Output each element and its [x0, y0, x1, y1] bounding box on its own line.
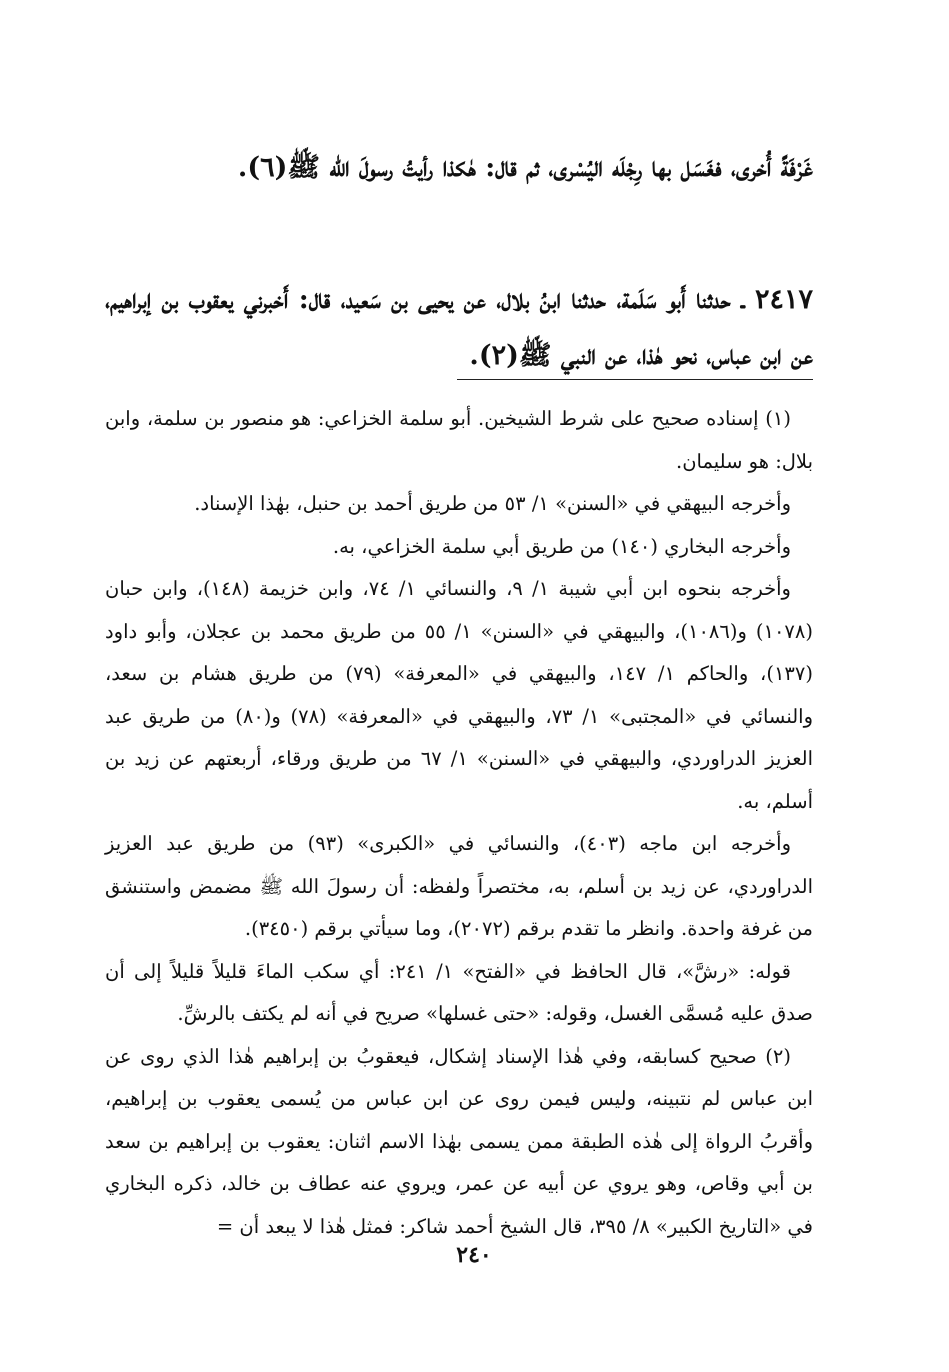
continuation-paragraph: غَرْفَةً أُخرى، فغَسَل بها رِجْلَه اليُسْرى، ثم قال: هٰكذا رأيتُ رسولَ الله ﷺ(٦). — [237, 152, 813, 183]
footnote-2: (٢) صحيح كسابقه، وفي هٰذا الإسناد إشكال، فيعقوبُ بن إبراهيم هٰذا الذي روى عن ابن عباس لم نتبينه، وليس فيمن روى عن ابن عباس من يُسمى يعقوب بن إبراهيم، وأقربُ الرواة إلى هٰذه الطبقة ممن يسمى بهٰذا الاسم اثنان: يعقوب بن إبراهيم بن سعد بن أبي وقاص، وهو يروي عن أبيه عن عمر، ويروي عنه عطاف بن خالد، ذكره البخاري في «التاريخ الكبير» ٨/ ٣٩٥، قال الشيخ أحمد شاكر: فمثل هٰذا لا يبعد أن = — [105, 1044, 813, 1238]
footnote-1-gloss: قوله: «رشَّ»، قال الحافظ في «الفتح» ١/ ٢٤١: أي سكب الماءَ قليلاً قليلاً إلى أن صدق عليه مُسمَّى الغسل، وقوله: «حتى غسلها» صريح في أنه لم يكتف بالرشِّ. — [105, 959, 813, 1025]
main-text-continuation — [105, 140, 813, 196]
footnote-separator — [457, 379, 813, 380]
page-number: ٢٤٠ — [456, 1242, 492, 1268]
footnote-1-sources: وأخرجه بنحوه ابن أبي شيبة ١/ ٩، والنسائي ١/ ٧٤، وابن خزيمة (١٤٨)، وابن حبان (١٠٧٨) و(١٠٨٦)، والبيهقي في «السنن» ١/ ٥٥ من طريق محمد بن عجلان، وأبو داود (١٣٧)، والحاكم ١/ ١٤٧، والبيهقي في «المعرفة» (٧٩) من طريق هشام بن سعد، والنسائي في «المجتبى» ١/ ٧٣، والبيهقي في «المعرفة» (٧٨) و(٨٠) من طريق عبد العزيز الدراوردي، والبيهقي في «السنن» ١/ ٦٧ من طريق ورقاء، أربعتهم عن زيد بن أسلم، به. — [105, 577, 813, 813]
hadith-paragraph: ٢٤١٧ ـ حدثنا أَبو سَلَمة، حدثنا ابنُ بلال، عن يحيى بن سَعيد، قال: أَخبرني يعقوب بن إبراهيم، عن ابن عباس، نحو هٰذا، عن النبي ﷺ(٢). — [105, 284, 813, 371]
footnote-1-intro: (١) إسناده صحيح على شرط الشيخين. أبو سلمة الخزاعي: هو منصور بن سلمة، وابن بلال: هو سليمان. — [105, 407, 813, 473]
footnote-1-bukhari: وأخرجه البخاري (١٤٠) من طريق أبي سلمة الخزاعي، به. — [332, 534, 791, 558]
hadith-2417 — [105, 272, 813, 384]
footnote-1-ibn-majah: وأخرجه ابن ماجه (٤٠٣)، والنسائي في «الكبرى» (٩٣) من طريق عبد العزيز الدراوردي، عن زيد بن أسلم، به، مختصراً ولفظه: أن رسولَ الله ﷺ مضمض واستنشق من غرفة واحدة. وانظر ما تقدم برقم (٢٠٧٢)، وما سيأتي برقم (٣٤٥٠). — [105, 832, 813, 940]
footnote-1-bayhaqi: وأخرجه البيهقي في «السنن» ١/ ٥٣ من طريق أحمد بن حنبل، بهٰذا الإسناد. — [194, 492, 791, 515]
footnotes — [105, 398, 813, 1248]
